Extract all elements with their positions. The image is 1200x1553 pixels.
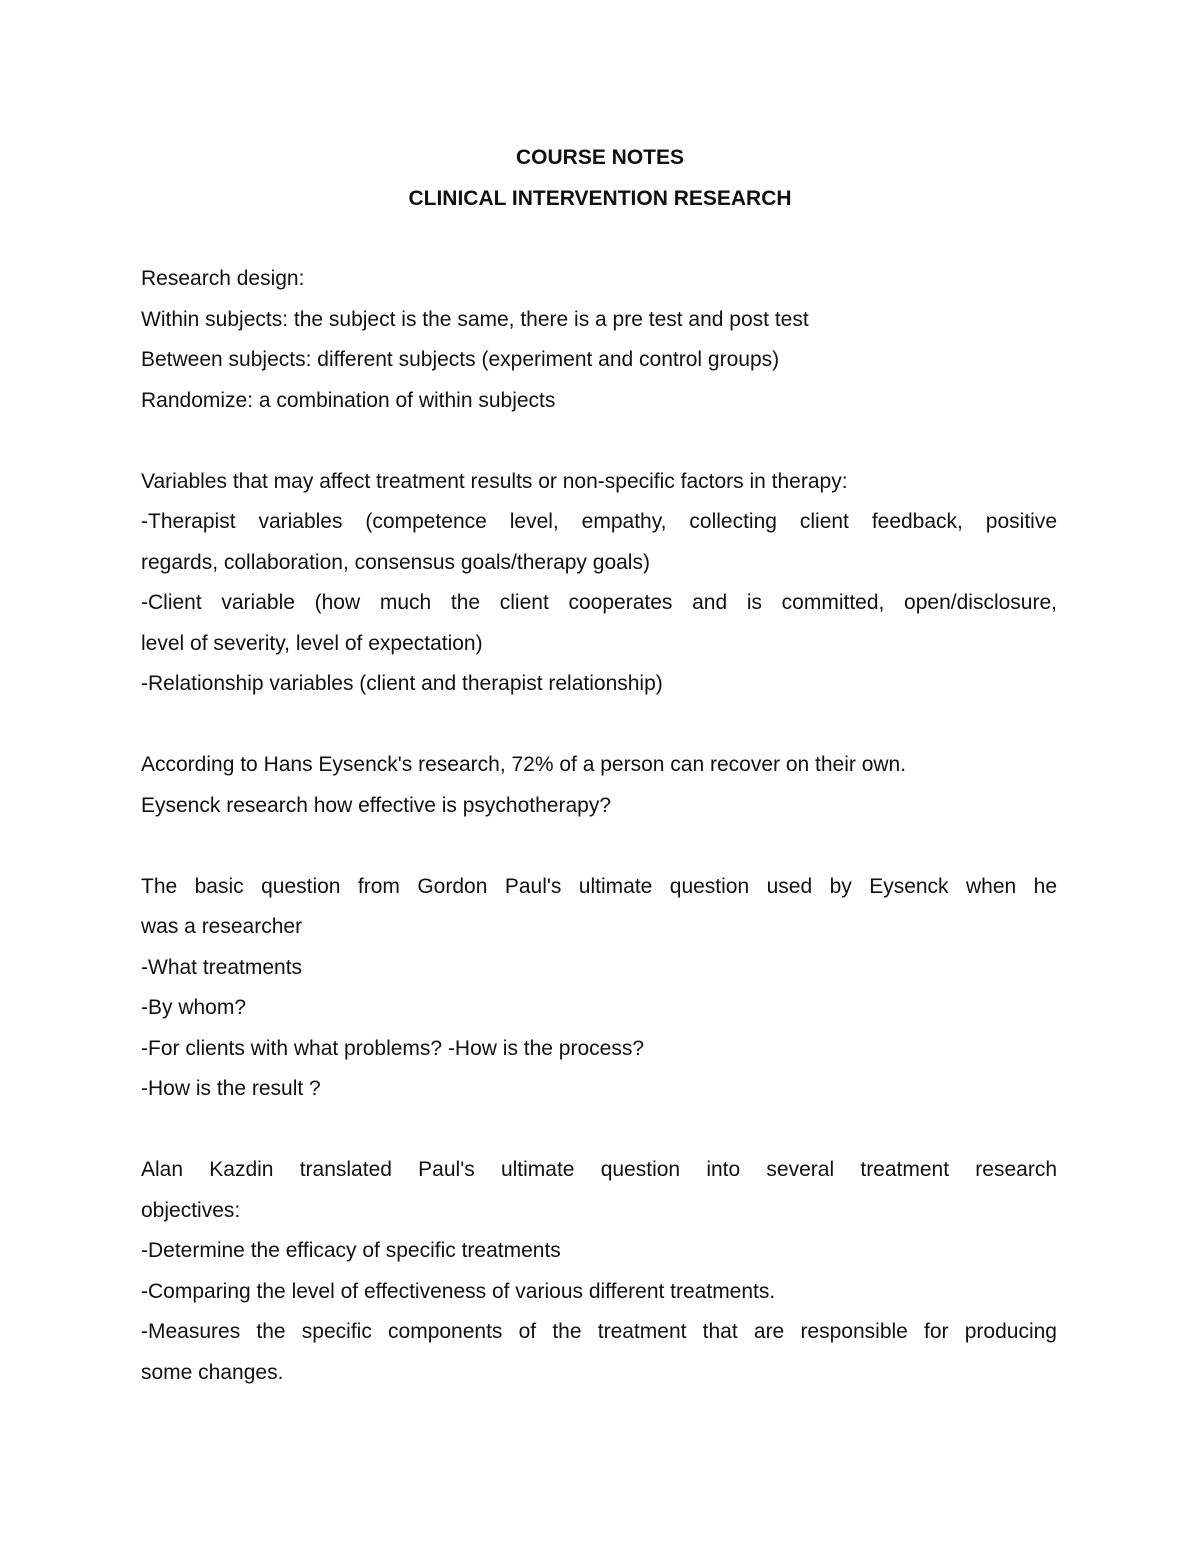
paragraph-line: objectives:: [141, 1198, 241, 1222]
paragraph-line: -Client variable (how much the client cooperates and is committed, open/disclosure,: [141, 591, 1057, 614]
ultimate-question-section: [141, 867, 1057, 1110]
paragraph-line: Eysenck research how effective is psychotherapy?: [141, 793, 612, 817]
list-item: -For clients with what problems? -How is the process?: [141, 1036, 645, 1060]
paragraph-spacer: [141, 826, 1057, 867]
kazdin-objectives-section: [141, 1150, 1057, 1393]
research-design-section: [141, 259, 1057, 421]
paragraph-line: -Relationship variables (client and therapist relationship): [141, 672, 663, 695]
paragraph-line: Alan Kazdin translated Paul's ultimate question into several treatment research: [141, 1158, 1057, 1181]
list-item: -What treatments: [141, 955, 303, 979]
paragraph-spacer: [141, 421, 1057, 462]
paragraph-line: was a researcher: [141, 915, 303, 938]
list-item: -Comparing the level of effectiveness of various different treatments.: [141, 1279, 776, 1303]
list-item: -Measures the specific components of the treatment that are responsible for producing: [141, 1320, 1057, 1343]
list-item: -By whom?: [141, 996, 247, 1019]
document-header: [0, 138, 1200, 219]
paragraph-line: Between subjects: different subjects (experiment and control groups): [141, 348, 780, 371]
eysenck-section: [141, 745, 1057, 826]
document-title: CLINICAL INTERVENTION RESEARCH: [408, 186, 792, 210]
list-item: some changes.: [141, 1360, 284, 1384]
paragraph-line: -Therapist variables (competence level, empathy, collecting client feedback, positive: [141, 510, 1057, 533]
document-body: [141, 259, 1057, 1393]
paragraph-line: Within subjects: the subject is the same, there is a pre test and post test: [141, 307, 809, 331]
section-heading: Research design:: [141, 267, 305, 290]
paragraph-line: According to Hans Eysenck's research, 72% of a person can recover on their own.: [141, 753, 907, 776]
course-notes-title: COURSE NOTES: [515, 146, 685, 169]
paragraph-line: The basic question from Gordon Paul's ultimate question used by Eysenck when he: [141, 874, 1057, 898]
list-item: -Determine the efficacy of specific treatments: [141, 1239, 561, 1262]
section-heading: Variables that may affect treatment results or non-specific factors in therapy:: [141, 469, 848, 493]
paragraph-line: level of severity, level of expectation): [141, 631, 483, 655]
paragraph-spacer: [141, 1110, 1057, 1151]
variables-section: [141, 462, 1057, 705]
paragraph-spacer: [141, 705, 1057, 746]
paragraph-line: regards, collaboration, consensus goals/therapy goals): [141, 550, 650, 574]
paragraph-line: Randomize: a combination of within subjects: [141, 388, 556, 412]
list-item: -How is the result ?: [141, 1077, 321, 1100]
